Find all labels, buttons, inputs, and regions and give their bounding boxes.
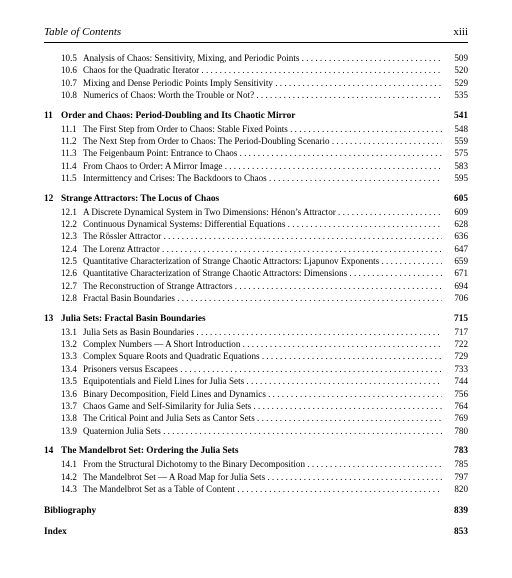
section-number: 13.5 xyxy=(61,376,77,387)
section-number: 13.3 xyxy=(61,351,77,362)
section-title: Continuous Dynamical Systems: Differential Equations . . . xyxy=(83,218,442,230)
toc-chapter-entry[interactable] xyxy=(44,193,468,206)
toc-section-entry[interactable] xyxy=(44,147,468,159)
toc-section-entry[interactable] xyxy=(44,267,468,279)
toc-section-entry[interactable] xyxy=(44,52,468,64)
toc-section-entry[interactable] xyxy=(44,425,468,437)
section-title: From Chaos to Order: A Mirror Image . . . xyxy=(83,160,442,172)
running-header-page-number: xiii xyxy=(453,26,468,38)
section-page: 785 xyxy=(454,459,468,470)
section-number: 12.5 xyxy=(61,256,77,267)
section-number: 13.7 xyxy=(61,400,77,411)
toc-section-entry[interactable] xyxy=(44,218,468,230)
section-title: Complex Numbers — A Short Introduction . . . xyxy=(83,338,442,350)
section-title: The Critical Point and Julia Sets as Cantor Sets . . . xyxy=(83,412,442,424)
chapter-title: Julia Sets: Fractal Basin Boundaries xyxy=(61,313,206,324)
section-title: The Lorenz Attractor . . . xyxy=(83,243,442,255)
section-page: 575 xyxy=(454,148,468,159)
toc-backmatter-entry[interactable] xyxy=(44,505,468,518)
section-title: Binary Decomposition, Field Lines and Dynamics . . . xyxy=(83,388,442,400)
section-title: Chaos for the Quadratic Iterator . . . xyxy=(83,64,442,76)
toc-section-entry[interactable] xyxy=(44,483,468,495)
chapter-number: 13 xyxy=(44,313,54,324)
table-of-contents xyxy=(44,52,468,539)
section-page: 647 xyxy=(454,243,468,254)
toc-section-entry[interactable] xyxy=(44,471,468,483)
section-title: The First Step from Order to Chaos: Stable Fixed Points . . . xyxy=(83,123,442,135)
section-number: 13.6 xyxy=(61,388,77,399)
section-number: 14.3 xyxy=(61,483,77,494)
section-page: 559 xyxy=(454,135,468,146)
section-page: 764 xyxy=(454,400,468,411)
toc-section-entry[interactable] xyxy=(44,255,468,267)
section-page: 694 xyxy=(454,280,468,291)
section-title: The Mandelbrot Set as a Table of Content . . . xyxy=(83,483,442,495)
section-number: 11.4 xyxy=(61,160,77,171)
section-number: 12.3 xyxy=(61,231,77,242)
toc-chapter-entry[interactable] xyxy=(44,313,468,326)
section-page: 609 xyxy=(454,206,468,217)
chapter-page: 541 xyxy=(454,110,468,121)
section-number: 11.2 xyxy=(61,135,77,146)
toc-backmatter-entry[interactable] xyxy=(44,526,468,539)
toc-section-entry[interactable] xyxy=(44,400,468,412)
section-title: From the Structural Dichotomy to the Binary Decomposition . . . xyxy=(83,458,442,470)
section-number: 14.1 xyxy=(61,459,77,470)
section-page: 820 xyxy=(454,483,468,494)
backmatter-page: 853 xyxy=(454,527,468,538)
section-title: The Feigenbaum Point: Entrance to Chaos . . . xyxy=(83,147,442,159)
chapter-title: Order and Chaos: Period-Doubling and Its Chaotic Mirror xyxy=(61,110,296,121)
chapter-page: 783 xyxy=(454,446,468,457)
section-number: 12.4 xyxy=(61,243,77,254)
section-page: 717 xyxy=(454,326,468,337)
toc-chapter-entry[interactable] xyxy=(44,445,468,458)
section-page: 529 xyxy=(454,77,468,88)
section-number: 11.1 xyxy=(61,123,77,134)
section-number: 14.2 xyxy=(61,471,77,482)
section-number: 10.5 xyxy=(61,53,77,63)
section-title: Analysis of Chaos: Sensitivity, Mixing, and Periodic Points . . . xyxy=(83,52,442,64)
toc-section-entry[interactable] xyxy=(44,458,468,470)
section-page: 583 xyxy=(454,160,468,171)
section-page: 520 xyxy=(454,65,468,76)
section-title: Complex Square Roots and Quadratic Equations . . . xyxy=(83,350,442,362)
section-number: 12.6 xyxy=(61,268,77,279)
toc-section-entry[interactable] xyxy=(44,375,468,387)
section-title: Fractal Basin Boundaries . . . xyxy=(83,292,442,304)
section-title: Quantitative Characterization of Strange Chaotic Attractors: Ljapunov Exponents . . . xyxy=(83,255,442,267)
chapter-number: 14 xyxy=(44,446,54,457)
section-page: 671 xyxy=(454,268,468,279)
section-page: 628 xyxy=(454,218,468,229)
section-title: The Mandelbrot Set — A Road Map for Julia Sets . . . xyxy=(83,471,442,483)
toc-section-entry[interactable] xyxy=(44,230,468,242)
section-page: 706 xyxy=(454,293,468,304)
section-title: Mixing and Dense Periodic Points Imply Sensitivity . . . xyxy=(83,77,442,89)
section-number: 11.3 xyxy=(61,148,77,159)
section-number: 13.8 xyxy=(61,413,77,424)
toc-section-entry[interactable] xyxy=(44,160,468,172)
toc-section-entry[interactable] xyxy=(44,292,468,304)
section-number: 13.4 xyxy=(61,363,77,374)
toc-section-entry[interactable] xyxy=(44,135,468,147)
header-rule xyxy=(44,42,468,43)
section-title: Equipotentials and Field Lines for Julia Sets . . . xyxy=(83,375,442,387)
section-page: 733 xyxy=(454,363,468,374)
section-title: Julia Sets as Basin Boundaries . . . xyxy=(83,326,442,338)
section-number: 13.2 xyxy=(61,339,77,350)
toc-section-entry[interactable] xyxy=(44,363,468,375)
backmatter-title: Bibliography xyxy=(44,506,97,517)
section-page: 780 xyxy=(454,425,468,436)
section-page: 636 xyxy=(454,231,468,242)
chapter-title: Strange Attractors: The Locus of Chaos xyxy=(61,193,220,204)
section-page: 797 xyxy=(454,471,468,482)
section-page: 535 xyxy=(454,90,468,101)
chapter-page: 605 xyxy=(454,193,468,204)
section-number: 12.7 xyxy=(61,280,77,291)
toc-section-entry[interactable] xyxy=(44,172,468,184)
section-number: 10.6 xyxy=(61,65,77,76)
toc-section-entry[interactable] xyxy=(44,89,468,101)
toc-section-entry[interactable] xyxy=(44,243,468,255)
section-page: 722 xyxy=(454,339,468,350)
section-title: The Rössler Attractor . . . xyxy=(83,230,442,242)
section-title: Numerics of Chaos: Worth the Trouble or Not? . . . xyxy=(83,89,442,101)
chapter-page: 715 xyxy=(454,313,468,324)
section-number: 12.1 xyxy=(61,206,77,217)
section-title: The Reconstruction of Strange Attractors . . . xyxy=(83,280,442,292)
running-header xyxy=(44,24,468,40)
section-page: 744 xyxy=(454,376,468,387)
toc-section-entry[interactable] xyxy=(44,412,468,424)
section-number: 12.2 xyxy=(61,218,77,229)
toc-section-entry[interactable] xyxy=(44,326,468,338)
section-title: Quaternion Julia Sets . . . xyxy=(83,425,442,437)
toc-chapter-entry[interactable] xyxy=(44,110,468,123)
section-title: A Discrete Dynamical System in Two Dimensions: Hénon’s Attractor . . . xyxy=(83,206,442,218)
running-header-title: Table of Contents xyxy=(44,26,122,38)
chapter-number: 12 xyxy=(44,193,54,204)
section-number: 13.9 xyxy=(61,425,77,436)
toc-section-entry[interactable] xyxy=(44,64,468,76)
section-page: 548 xyxy=(454,123,468,134)
section-page: 509 xyxy=(454,53,468,63)
toc-section-entry[interactable] xyxy=(44,350,468,362)
section-number: 10.7 xyxy=(61,77,77,88)
toc-section-entry[interactable] xyxy=(44,77,468,89)
backmatter-page: 839 xyxy=(454,506,468,517)
section-number: 11.5 xyxy=(61,173,77,184)
section-title: Prisoners versus Escapees . . . xyxy=(83,363,442,375)
toc-section-entry[interactable] xyxy=(44,123,468,135)
toc-section-entry[interactable] xyxy=(44,388,468,400)
section-number: 13.1 xyxy=(61,326,77,337)
section-title: The Next Step from Order to Chaos: The Period-Doubling Scenario . . . xyxy=(83,135,442,147)
toc-section-entry[interactable] xyxy=(44,280,468,292)
section-title: Chaos Game and Self-Similarity for Julia Sets . . . xyxy=(83,400,442,412)
toc-section-entry[interactable] xyxy=(44,206,468,218)
section-number: 10.8 xyxy=(61,90,77,101)
section-page: 756 xyxy=(454,388,468,399)
chapter-title: The Mandelbrot Set: Ordering the Julia Sets xyxy=(61,446,239,457)
section-page: 769 xyxy=(454,413,468,424)
toc-section-entry[interactable] xyxy=(44,338,468,350)
backmatter-title: Index xyxy=(44,527,67,538)
section-title: Intermittency and Crises: The Backdoors to Chaos . . . xyxy=(83,172,442,184)
section-page: 595 xyxy=(454,173,468,184)
section-number: 12.8 xyxy=(61,293,77,304)
chapter-number: 11 xyxy=(44,110,53,121)
section-title: Quantitative Characterization of Strange Chaotic Attractors: Dimensions . . . xyxy=(83,267,442,279)
section-page: 659 xyxy=(454,256,468,267)
section-page: 729 xyxy=(454,351,468,362)
